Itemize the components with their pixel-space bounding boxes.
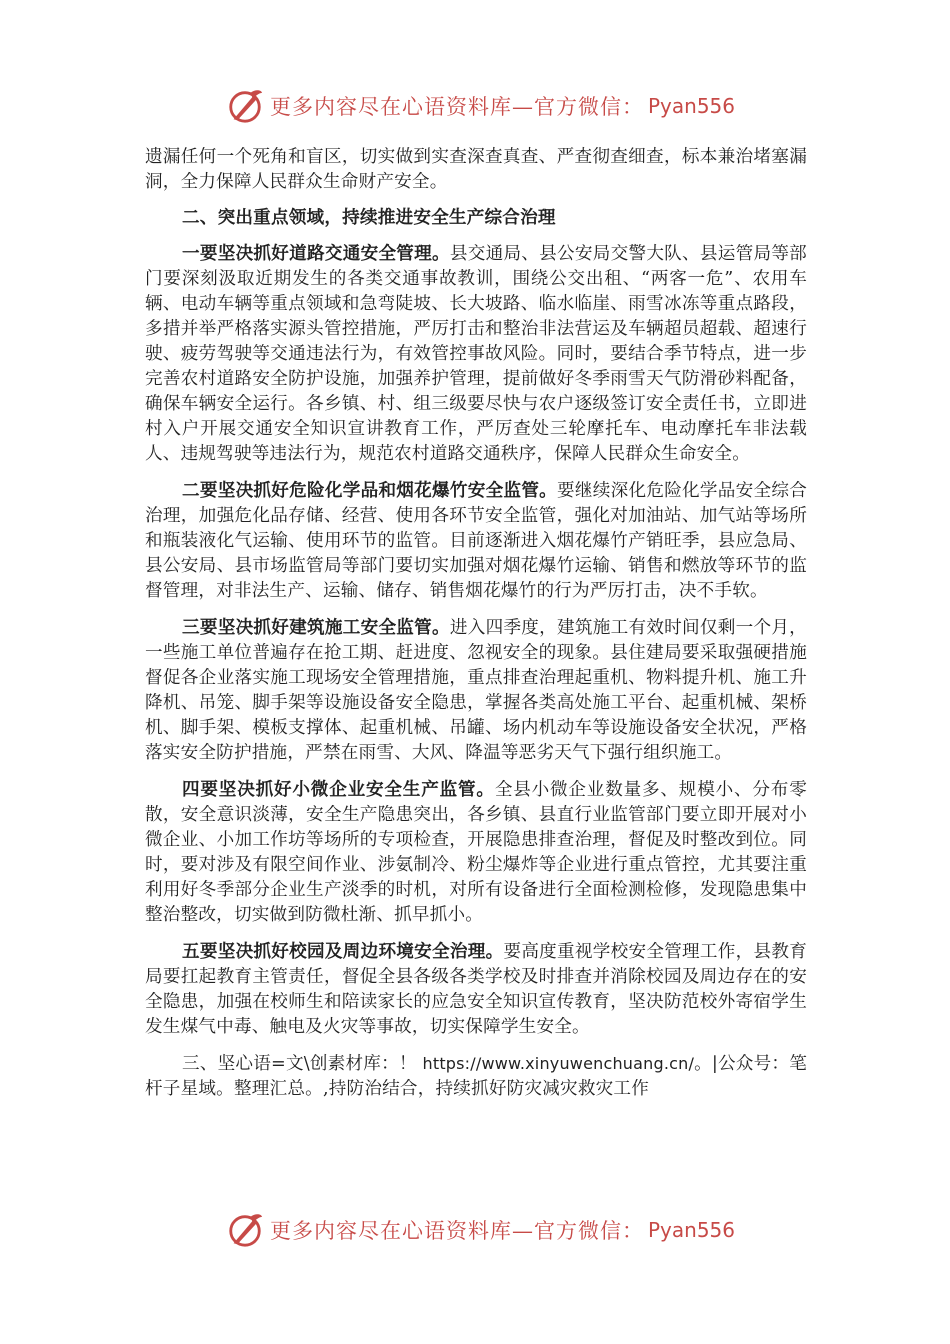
- header-watermark-banner: [226, 86, 746, 126]
- document-body: [145, 145, 807, 1102]
- paragraph-text: 县交通局、县公安局交警大队、县运管局等部门要深刻汲取近期发生的各类交通事故教训，围绕公交出租、“两客一危”、农用车辆、电动车辆等重点领域和急弯陡坡、长大坡路、临水临崖、雨雪冰冻等重点路段，多措并举严格落实源头管控措施，严厉打击和整治非法营运及车辆超员超载、超速行驶、疲劳驾驶等交通违法行为，有效管控事故风险。同时，要结合季节特点，进一步完善农村道路安全防护设施，加强养护管理，提前做好冬季雨雪天气防滑砂料配备，确保车辆安全运行。各乡镇、村、组三级要尽快与农户逐级签订安全责任书，立即进村入户开展交通安全知识宣讲教育工作，严厉查处三轮摩托车、电动摩托车非法载人、违规驾驶等违法行为，规范农村道路交通秩序，保障人民群众生命安全。: [145, 244, 807, 464]
- source-link[interactable]: https://www.xinyuwenchuang.cn/: [422, 1054, 695, 1073]
- paragraph-text: 全县小微企业数量多、规模小、分布零散，安全意识淡薄，安全生产隐患突出，各乡镇、县直行业监管部门要立即开展对小微企业、小加工作坊等场所的专项检查，开展隐患排查治理，督促及时整改到位。同时，要对涉及有限空间作业、涉氨制冷、粉尘爆炸等企业进行重点管控，尤其要注重利用好冬季部分企业生产淡季的时机，对所有设备进行全面检测检修，发现隐患集中整治整改，切实做到防微杜渐、抓早抓小。: [145, 780, 808, 925]
- paragraph-section3: [145, 1051, 807, 1102]
- paragraph-text: 三、坚心语=文\创素材库：！: [182, 1054, 417, 1074]
- paragraph-small-enterprises: [145, 777, 807, 928]
- paragraph-lead: 四要坚决抓好小微企业安全生产监管。: [182, 779, 495, 800]
- quill-logo-icon: [226, 1211, 264, 1249]
- footer-watermark-banner: [226, 1210, 746, 1250]
- paragraph-hazardous-chemicals: [145, 478, 807, 604]
- paragraph-construction: [145, 615, 807, 766]
- paragraph-text: 进入四季度，建筑施工有效时间仅剩一个月，一些施工单位普遍存在抢工期、赶进度、忽视安全的现象。县住建局要采取强硬措施督促各企业落实施工现场安全管理措施，重点排查治理起重机、物料提升机、施工升降机、吊笼、脚手架等设施设备安全隐患，掌握各类高处施工平台、起重机械、架桥机、脚手架、模板支撑体、起重机械、吊罐、场内机动车等设施设备安全状况，严格落实安全防护措施，严禁在雨雪、大风、降温等恶劣天气下强行组织施工。: [145, 618, 807, 763]
- banner-wechat-id: Pyan556: [648, 94, 736, 118]
- paragraph-campus-safety: [145, 939, 807, 1040]
- paragraph-text: 要高度重视学校安全管理工作，县教育局要扛起教育主管责任，督促全县各级各类学校及时排查并消除校园及周边存在的安全隐患，加强在校师生和陪读家长的应急安全知识宣传教育，坚决防范校外寄宿学生发生煤气中毒、触电及火灾等事故，切实保障学生安全。: [145, 942, 808, 1037]
- paragraph-road-traffic: [145, 241, 807, 467]
- paragraph-lead: 五要坚决抓好校园及周边环境安全治理。: [182, 941, 504, 962]
- paragraph-text: 要继续深化危险化学品安全综合治理，加强危化品存储、经营、使用各环节安全监管，强化对加油站、加气站等场所和瓶装液化气运输、使用环节的监管。目前逐渐进入烟花爆竹产销旺季，县应急局、县公安局、县市场监管局等部门要切实加强对烟花爆竹运输、销售和燃放等环节的监督管理，对非法生产、运输、储存、销售烟花爆竹的行为严厉打击，决不手软。: [145, 481, 808, 601]
- paragraph-continuation: 遗漏任何一个死角和盲区，切实做到实查深查真查、严查彻查细查，标本兼治堵塞漏洞，全力保障人民群众生命财产安全。: [145, 147, 807, 192]
- quill-logo-icon: [226, 87, 264, 125]
- banner-text: 更多内容尽在心语资料库—官方微信：: [270, 95, 644, 119]
- banner-text: 更多内容尽在心语资料库—官方微信：: [270, 1219, 644, 1243]
- paragraph-lead: 一要坚决抓好道路交通安全管理。: [182, 243, 450, 264]
- paragraph-lead: 二要坚决抓好危险化学品和烟花爆竹安全监管。: [182, 480, 558, 501]
- paragraph-text: 。|公众号：笔杆子星域。整理汇总。,持防治结合，持续抓好防灾减灾救灾工作: [145, 1054, 807, 1099]
- banner-wechat-id: Pyan556: [648, 1218, 736, 1242]
- section-heading: 二、突出重点领域，持续推进安全生产综合治理: [182, 207, 556, 228]
- paragraph-lead: 三要坚决抓好建筑施工安全监管。: [182, 617, 450, 638]
